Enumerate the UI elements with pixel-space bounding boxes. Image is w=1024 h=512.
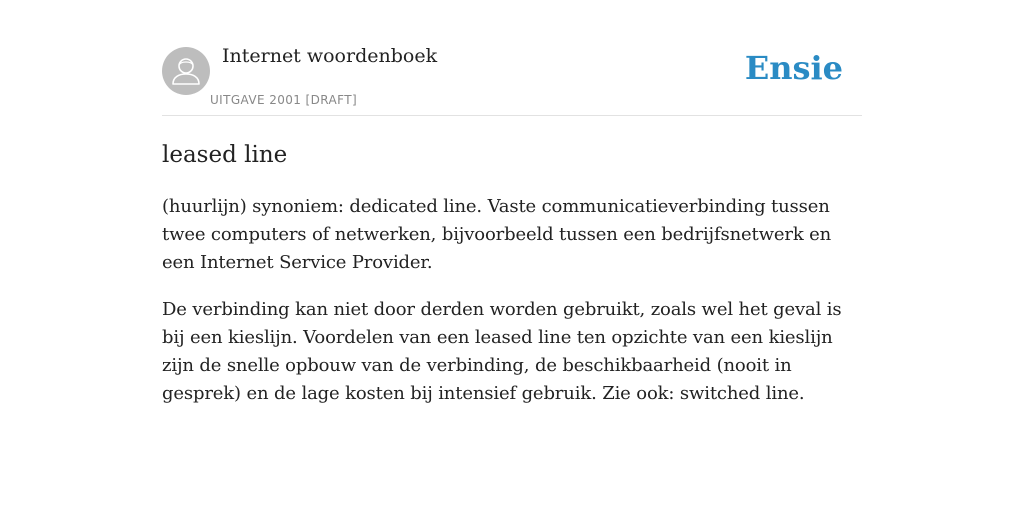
user-icon-graphic — [162, 47, 210, 95]
definition-paragraph: De verbinding kan niet door derden worden gebruikt, zoals wel het geval is bij een kieslijn. Voordelen van een leased line ten opzichte van een kieslijn zijn de snelle opbouw van de verbinding, de beschikbaarheid (nooit in gesprek) en de lage kosten bij intensief gebruik. Zie ook: switched line. — [162, 299, 842, 404]
user-icon[interactable] — [162, 47, 210, 95]
dictionary-title[interactable]: Internet woordenboek — [222, 45, 438, 67]
ensie-logo[interactable]: Ensie — [744, 49, 843, 87]
edition-label: UITGAVE 2001 [DRAFT] — [210, 93, 358, 107]
definition-paragraph: (huurlijn) synoniem: dedicated line. Vaste communicatieverbinding tussen twee computers of netwerken, bijvoorbeeld tussen een bedrijfsnetwerk en een Internet Service Provider. — [162, 196, 832, 273]
header — [162, 0, 862, 116]
content-container — [162, 0, 862, 408]
entry-term: leased line — [162, 142, 288, 168]
